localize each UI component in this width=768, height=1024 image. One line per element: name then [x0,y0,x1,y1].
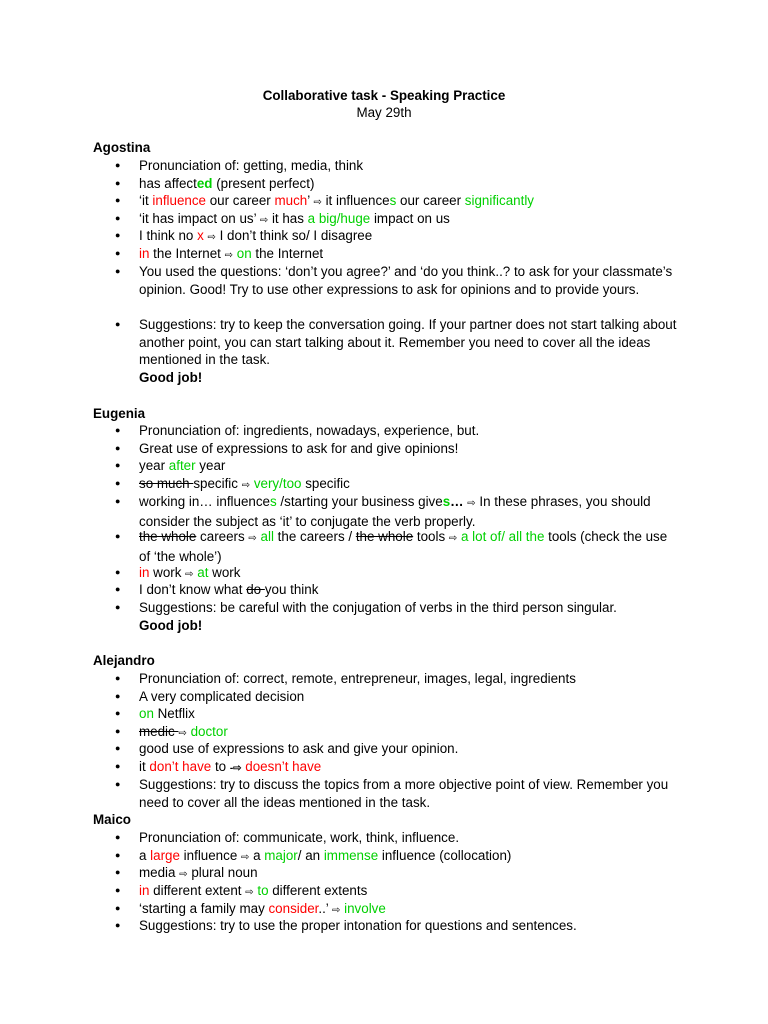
list-item: ● the whole careers ⇨ all the careers / the whole tools ⇨ a lot of/ all the tools (check the use of ‘the whole’) [139,528,679,565]
arrow-right-icon: ⇨ [179,869,188,880]
student-name-agostina: Agostina [93,140,151,155]
list-item: ● Pronunciation of: ingredients, nowadays, experience, but. [139,422,679,440]
list-item: ● A very complicated decision [139,688,679,706]
list-item: ● Suggestions: try to keep the conversation going. If your partner does not start talking about another point, you can start talking about it. Remember you need to cover all the ideas mentioned in the task. [139,316,679,369]
list-item: ● medic ⇨ doctor [139,723,679,743]
arrow-right-icon: ⇨ [248,533,257,544]
arrow-right-icon: ⇨ [448,533,458,544]
arrow-right-icon: ⇨ [313,197,322,208]
arrow-right-icon: -⇨ [229,763,242,774]
list-item: ● ‘it influence our career much’ ⇨ it influences our career significantly [139,192,679,212]
list-item: ● year after year [139,457,679,475]
arrow-right-icon: ⇨ [245,887,254,898]
list-item: ● Pronunciation of: getting, media, think [139,157,679,175]
list-item: ● in work ⇨ at work [139,564,679,584]
arrow-right-icon: ⇨ [178,728,187,739]
arrow-right-icon: ⇨ [185,569,194,580]
list-item: ● Suggestions: be careful with the conjugation of verbs in the third person singular. [139,599,679,617]
list-item: ● so much specific ⇨ very/too specific [139,475,679,495]
student-name-maico: Maico [93,812,131,827]
list-item: ● ‘it has impact on us’ ⇨ it has a big/huge impact on us [139,210,679,230]
closing-remark: Good job! [139,618,203,633]
student-name-eugenia: Eugenia [93,406,146,421]
document-date: May 29th [356,105,412,120]
closing-remark: Good job! [139,370,203,385]
list-item: ● Great use of expressions to ask for and give opinions! [139,440,679,458]
list-item: ● on Netflix [139,705,679,723]
list-item: ● media ⇨ plural noun [139,864,679,884]
list-item: ● Suggestions: try to discuss the topics from a more objective point of view. Remember you need to cover all the ideas mentioned in the task. [139,776,679,811]
list-item: ● has affected (present perfect) [139,175,679,193]
arrow-right-icon: ⇨ [241,852,250,863]
list-item: ● You used the questions: ‘don’t you agree?’ and ‘do you think..? to ask for your classmate’s opinion. Good! Try to use other expressions to ask for opinions and to provide yours. [139,263,679,298]
list-item: ● Pronunciation of: communicate, work, think, influence. [139,829,679,847]
arrow-right-icon: ⇨ [224,250,234,261]
list-item: ● working in… influences /starting your business gives… ⇨ In these phrases, you should consider the subject as ‘it’ to conjugate the verb properly. [139,493,679,530]
arrow-right-icon: ⇨ [207,232,216,243]
list-item: ● in different extent ⇨ to different extents [139,882,679,902]
list-item: ● a large influence ⇨ a major/ an immense influence (collocation) [139,847,679,867]
list-item: ● I don’t know what do you think [139,581,679,599]
document-title: Collaborative task - Speaking Practice [262,88,506,103]
arrow-right-icon: ⇨ [332,905,341,916]
list-item: ● it don’t have to -⇨ doesn’t have [139,758,679,778]
list-item: ● I think no x ⇨ I don’t think so/ I disagree [139,227,679,247]
list-item: ● ‘starting a family may consider..’ ⇨ involve [139,900,679,920]
arrow-right-icon: ⇨ [259,215,269,226]
arrow-right-icon: ⇨ [241,480,251,491]
arrow-right-icon: ⇨ [467,498,476,509]
list-item: ● good use of expressions to ask and give your opinion. [139,740,679,758]
list-item: ● Suggestions: try to use the proper intonation for questions and sentences. [139,917,679,935]
list-item: ● Pronunciation of: correct, remote, entrepreneur, images, legal, ingredients [139,670,679,688]
list-item: ● in the Internet ⇨ on the Internet [139,245,679,265]
student-name-alejandro: Alejandro [93,653,155,668]
